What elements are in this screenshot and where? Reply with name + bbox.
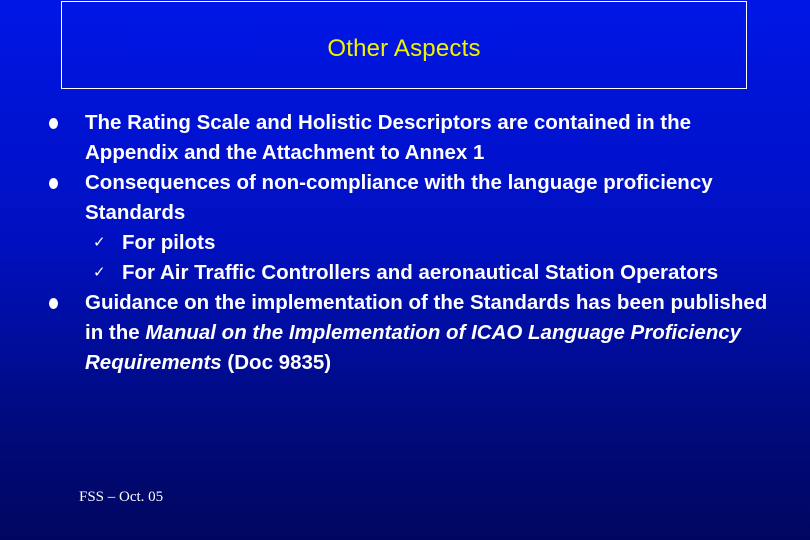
bullet-text: The Rating Scale and Holistic Descriptors are contained in the Appendix and the Attachment to Annex 1 [85,111,692,164]
bullet-text-after: (Doc 9835) [221,351,332,374]
check-mark-icon: ✓ [93,234,106,251]
title-box [61,1,747,89]
bullet-text-italic-title: Manual on the Implementation of ICAO Language Proficiency Requirements [85,321,742,374]
footer-text: FSS – Oct. 05 [79,489,164,505]
bullet-text: Consequences of non-compliance with the language proficiency Standards [85,171,713,224]
bullet-icon [49,178,58,189]
bullet-item [0,168,785,228]
bullet-item [0,288,785,378]
bullet-item [0,108,785,168]
bullet-text-before: Guidance on the implementation of the Standards has been published in the [85,291,768,344]
slide-title: Other Aspects [327,35,481,62]
sub-bullet-item [0,228,762,258]
sub-bullet-text: For Air Traffic Controllers and aeronautical Station Operators [122,261,719,284]
bullet-icon [49,118,58,129]
sub-bullet-text: For pilots [122,231,216,254]
sub-bullet-item [0,258,762,288]
slide-content [0,108,810,378]
bullet-icon [49,298,58,309]
check-mark-icon: ✓ [93,264,106,281]
